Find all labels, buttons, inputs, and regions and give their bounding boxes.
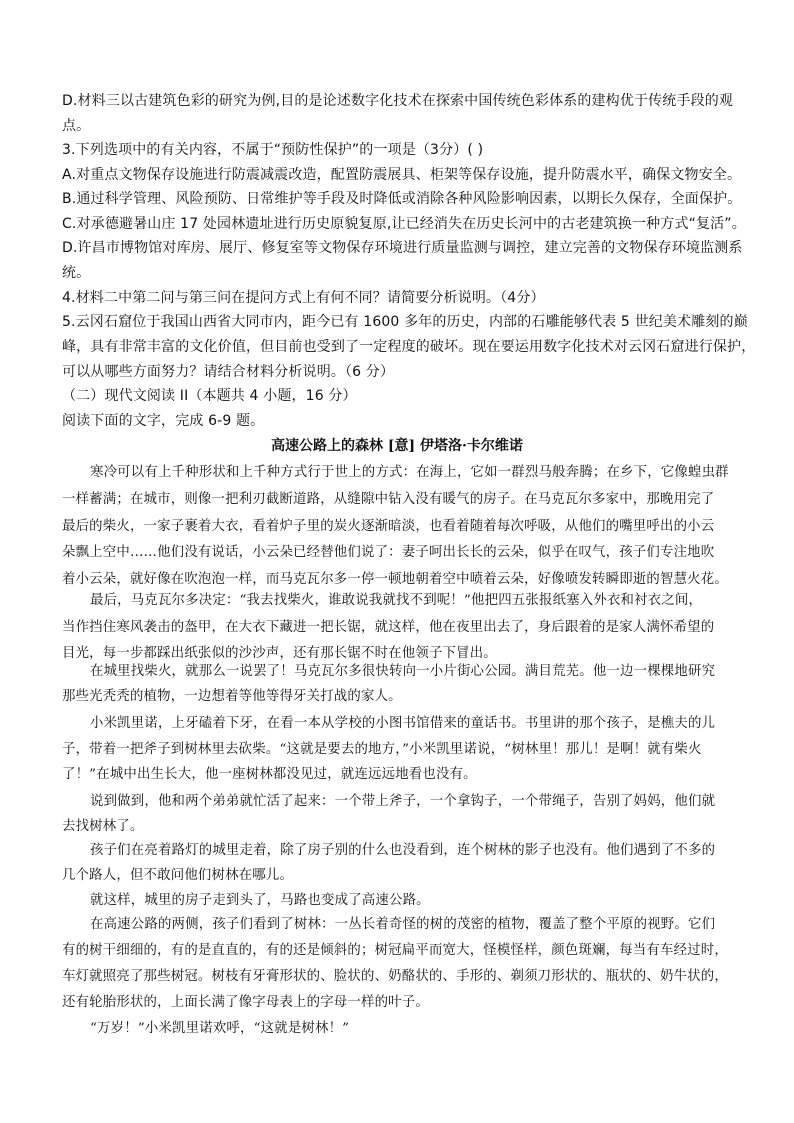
story-p8-line1: 在高速公路的两侧，孩子们看到了树林：一丛长着奇怪的树的茂密的植物，覆盖了整个平原的视野。它们 <box>90 917 716 932</box>
story-p3-line1: 在城里找柴火，就那么一说罢了！马克瓦尔多很快转向一小片街心公园。满目荒芜。他一边一棵棵地研究 <box>90 664 716 679</box>
story-p1-line2: 一样蓄满；在城市，则像一把利刃截断道路，从缝隙中钻入没有暖气的房子。在马克瓦尔多家中，那晚用完了 <box>62 492 715 507</box>
q5-line3: 可以从哪些方面努力？请结合材料分析说明。（6 分） <box>62 364 395 380</box>
story-p1-line4: 朵飘上空中……他们没有说话，小云朵已经替他们说了：妻子呵出长长的云朵，似乎在叹气，孩子们专注地吹 <box>62 545 715 560</box>
q3-option-a: A.对重点文物保存设施进行防震减震改造，配置防震展具、柜架等保存设施，提升防震水平，确保文物安全。 <box>62 167 742 183</box>
q3-option-b: B.通过科学管理、风险预防、日常维护等手段及时降低或消除各种风险影响因素，以期长久保存，全面保护。 <box>62 191 742 207</box>
q3-stem: 3.下列选项中的有关内容，不属于“预防性保护”的一项是（3分）( ) <box>62 142 484 158</box>
story-p5-line2: 去找树林了。 <box>62 819 144 834</box>
story-p6-line2: 几个路人，但不敢问他们树林在哪儿。 <box>62 868 294 883</box>
story-p4-line2: 子，带着一把斧子到树林里去砍柴。“这就是要去的地方，”小米凯里诺说，“树林里！那儿！是啊！就有柴火 <box>62 742 702 757</box>
q4-stem: 4.材料二中第二问与第三问在提问方式上有何不同？请简要分析说明。（4分） <box>62 290 545 306</box>
story-p8-line2: 有的树干细细的，有的是直直的，有的还是倾斜的；树冠扁平而宽大，怪模怪样，颜色斑斓，每当有车经过时， <box>62 943 728 958</box>
q5-line1: 5.云冈石窟位于我国山西省大同市内，距今已有 1600 多年的历史，内部的石雕能够代表 5 世纪美术雕刻的巅 <box>62 314 748 330</box>
story-p1-line5: 着小云朵，就好像在吹泡泡一样，而马克瓦尔多一停一顿地朝着空中喷着云朵，好像喷发转瞬即逝的智慧火花。 <box>62 572 728 587</box>
section-instruction: 阅读下面的文字，完成 6-9 题。 <box>62 413 265 429</box>
story-p2-line1: 最后，马克瓦尔多决定：“我去找柴火，谁敢说我就找不到呢！”他把四五张报纸塞入外衣和衬衣之间， <box>90 593 703 608</box>
q3-option-d-line1: D.许昌市博物馆对库房、展厅、修复室等文物保存环境进行质量监测与调控，建立完善的文物保存环境监测系 <box>62 240 743 256</box>
q3-option-c: C.对承德避暑山庄 17 处园林遗址进行历史原貌复原,让已经消失在历史长河中的古老建筑换一种方式“复活”。 <box>62 216 746 232</box>
q5-line2: 峰，具有非常丰富的文化价值，但目前也受到了一定程度的破坏。现在要运用数字化技术对云冈石窟进行保护， <box>62 339 756 355</box>
q2-option-d-line1: D.材料三以古建筑色彩的研究为例,目的是论述数字化技术在探索中国传统色彩体系的建构优于传统手段的观 <box>62 93 734 109</box>
story-p7-line1: 就这样，城里的房子走到头了，马路也变成了高速公路。 <box>90 893 430 908</box>
story-p8-line4: 还有轮胎形状的，上面长满了像字母表上的字母一样的叶子。 <box>62 995 429 1010</box>
story-p9-line1: “万岁！”小米凯里诺欢呼，“这就是树林！” <box>90 1021 350 1036</box>
q3-option-d-line2: 统。 <box>62 265 91 281</box>
story-p8-line3: 车灯就照亮了那些树冠。树枝有牙膏形状的、脸状的、奶酪状的、手形的、剃须刀形状的、瓶状的、奶牛状的， <box>62 969 728 984</box>
story-p5-line1: 说到做到，他和两个弟弟就忙活了起来：一个带上斧子，一个拿钩子，一个带绳子，告别了妈妈，他们就 <box>90 794 716 809</box>
story-p1-line3: 最后的柴火，一家子裹着大衣，看着炉子里的炭火逐渐暗淡，也看着随着每次呼吸，从他们的嘴里呼出的小云 <box>62 519 715 534</box>
story-p6-line1: 孩子们在亮着路灯的城里走着，除了房子别的什么也没看到，连个树林的影子也没有。他们遇到了不多的 <box>90 843 716 858</box>
story-p3-line2: 那些光秃秃的植物，一边想着等他等得牙关打战的家人。 <box>62 689 402 704</box>
story-p2-line2: 当作挡住寒风袭击的盔甲，在大衣下藏进一把长锯，就这样，他在夜里出去了，身后跟着的是家人满怀希望的 <box>62 620 715 635</box>
story-p4-line3: 了！”在城中出生长大，他一座树林都没见过，就连远远地看也没有。 <box>62 767 477 782</box>
story-title: 高速公路上的森林 [意] 伊塔洛·卡尔维诺 <box>271 438 523 454</box>
story-p1-line1: 寒冷可以有上千种形状和上千种方式行于世上的方式：在海上，它如一群烈马般奔腾；在乡下，它像蝗虫群 <box>90 465 729 480</box>
q2-option-d-line2: 点。 <box>62 118 91 134</box>
story-p2-line3: 目光，每一步都踩出纸张似的沙沙声，还有那长锯不时在他领子下冒出。 <box>62 646 497 661</box>
section-heading: （二）现代文阅读 II（本题共 4 小题，16 分） <box>62 388 357 404</box>
story-p4-line1: 小米凯里诺，上牙磕着下牙，在看一本从学校的小图书馆借来的童话书。书里讲的那个孩子，是樵夫的儿 <box>90 716 716 731</box>
